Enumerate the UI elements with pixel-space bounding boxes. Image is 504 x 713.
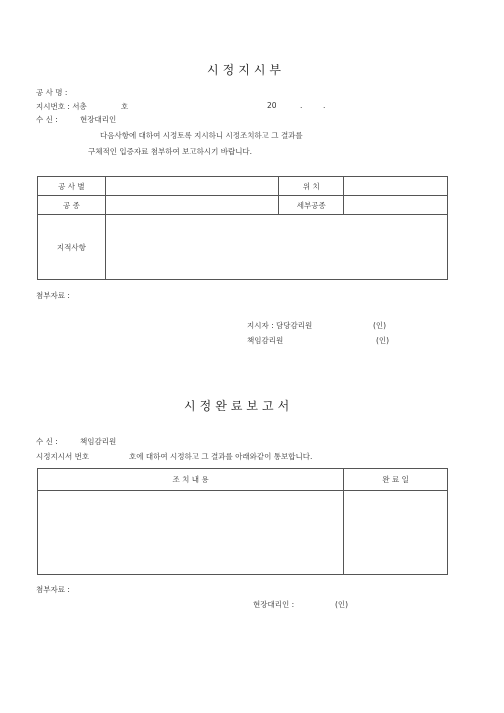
project-name-label: 공 사 명 : (36, 88, 68, 97)
doc1-recipient-value: 현장대리인 (80, 115, 117, 124)
body-line-2: 구체적인 입증자료 첨부하여 보고하시기 바랍니다. (88, 147, 253, 156)
issuer-seal: (인) (373, 321, 387, 330)
type-value[interactable] (105, 196, 279, 215)
type-label: 공 종 (38, 196, 106, 215)
location-value[interactable] (344, 177, 448, 196)
site-agent-label: 현장대리인 : (253, 600, 295, 609)
doc2-recipient-label: 수 신 : (36, 437, 58, 446)
action-content[interactable] (38, 491, 344, 575)
doc1-attachment-label: 첨부자료 : (36, 291, 70, 300)
action-header: 조 치 내 용 (38, 469, 344, 491)
doc2-recipient-value: 책임감리원 (80, 437, 117, 446)
statement-suffix: 호에 대하여 시정하고 그 결과를 아래와같이 통보합니다. (129, 452, 313, 461)
doc2-title: 시 정 완 료 보 고 서 (184, 399, 290, 413)
doc2-attachment-label: 첨부자료 : (36, 585, 70, 594)
directive-table (37, 176, 448, 280)
order-number-suffix: 호 (121, 102, 129, 111)
remarks-label: 지적사항 (38, 215, 106, 280)
statement-prefix: 시정지시서 번호 (36, 452, 90, 461)
site-agent-seal: (인) (335, 600, 349, 609)
trade-value[interactable] (105, 177, 279, 196)
completion-date-header: 완 료 일 (344, 469, 448, 491)
order-number-label: 지시번호 : 서총 (36, 102, 87, 111)
remarks-value[interactable] (105, 215, 447, 280)
body-line-1: 다음사항에 대하여 시정토록 지시하니 시정조치하고 그 결과를 (100, 131, 303, 140)
doc1-title: 시 정 지 시 부 (207, 63, 282, 77)
doc1-recipient-label: 수 신 : (36, 115, 58, 124)
completion-date-content[interactable] (344, 491, 448, 575)
date-separator-2: . (323, 101, 326, 110)
location-label: 위 치 (279, 177, 344, 196)
chief-supervisor-label: 책임감리원 (247, 336, 284, 345)
detail-type-value[interactable] (344, 196, 448, 215)
issuer-label: 지시자 : 담당감리원 (247, 321, 313, 330)
detail-type-label: 세부공종 (279, 196, 344, 215)
completion-table (37, 468, 448, 575)
chief-supervisor-seal: (인) (376, 336, 390, 345)
date-prefix: 20 (267, 101, 277, 110)
trade-label: 공 사 별 (38, 177, 106, 196)
date-separator-1: . (300, 101, 303, 110)
